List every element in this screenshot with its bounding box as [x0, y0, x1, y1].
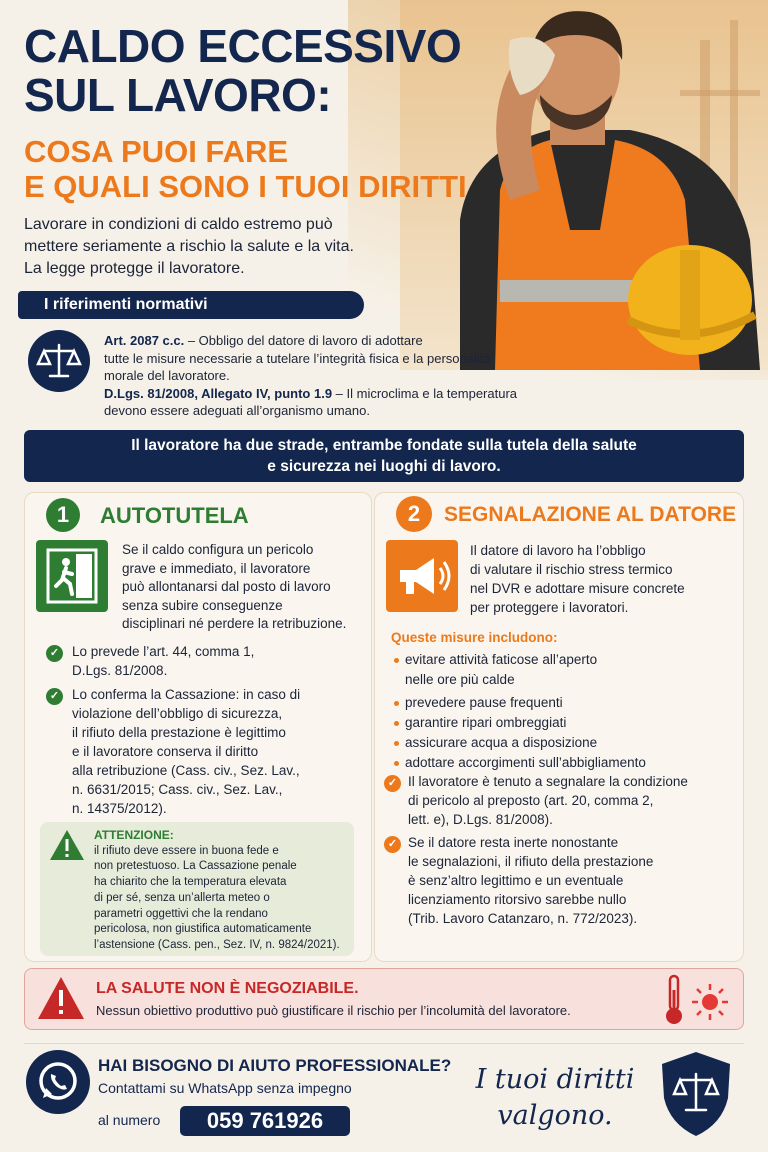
option-number-2: 2 — [396, 496, 432, 532]
option2-point1: Il lavoratore è tenuto a segnalare la condizione di pericolo al preposto (art. 20, comma 2, lett. e), D.Lgs. 81/2008). — [408, 774, 688, 827]
list-item: prevedere pause frequenti — [391, 693, 731, 713]
warning-icon — [36, 975, 86, 1026]
check-icon: ✓ — [46, 688, 63, 705]
section-title-normative: I riferimenti normativi — [18, 291, 364, 319]
check-icon: ✓ — [384, 775, 401, 792]
list-item: adottare accorgimenti sull’abbigliamento — [391, 753, 731, 773]
phone-label: al numero — [98, 1112, 161, 1128]
option-title-segnalazione: SEGNALAZIONE AL DATORE — [444, 503, 737, 526]
option-title-autotutela: AUTOTUTELA — [100, 503, 249, 528]
sun-icon — [690, 982, 730, 1027]
normative-references: Art. 2087 c.c. – Obbligo del datore di lavoro di adottare tutte le misure necessarie a tutelare l’integrità fisica e la personalità morale del lavoratore. D.Lgs. 81/2008, Allegato IV, punto 1.9 – Il microclima e la temperatura devono essere adeguati all’organismo umano. — [104, 333, 518, 418]
list-item: assicurare acqua a disposizione — [391, 733, 731, 753]
intro-text: Lavorare in condizioni di caldo estremo può mettere seriamente a rischio la salute e la vita. La legge protegge il lavoratore. — [24, 216, 354, 277]
option1-description: Se il caldo configura un pericolo grave e immediato, il lavoratore può allontanarsi dal posto di lavoro senza subire conseguenze disciplinari né perdere la retribuzione. — [122, 542, 347, 631]
contact-title: HAI BISOGNO DI AIUTO PROFESSIONALE? — [98, 1056, 452, 1075]
health-notice — [24, 968, 744, 1030]
option1-point2: Lo conferma la Cassazione: in caso di violazione dell’obbligo di sicurezza, il rifiuto della prestazione è legittimo e il lavoratore conserva il diritto alla retribuzione (Cass. civ., Sez. Lav., n. 6631/2015; Cass. civ., Sez. Lav., n. 14375/2012). — [72, 687, 301, 816]
scales-of-justice-icon — [28, 330, 90, 392]
divider — [24, 1043, 744, 1044]
measures-list: Queste misure includono: evitare attività faticose all’aperto nelle ore più calde prevedere pause frequenti garantire ripari ombreggiati assicurare acqua a disposizione adottare accorgimenti sull’abbigliamento — [391, 628, 731, 773]
option1-point1: Lo prevede l’art. 44, comma 1, D.Lgs. 81/2008. — [72, 644, 255, 678]
contact-subtitle: Contattami su WhatsApp senza impegno — [98, 1080, 352, 1096]
phone-number[interactable]: 059 761926 — [180, 1106, 350, 1136]
page-subtitle: COSA PUOI FARE E QUALI SONO I TUOI DIRITTI — [24, 134, 467, 204]
emergency-exit-icon — [36, 540, 108, 612]
list-item-continued: nelle ore più calde — [405, 672, 515, 687]
option2-description: Il datore di lavoro ha l’obbligo di valutare il rischio stress termico nel DVR e adottare misure concrete per proteggere i lavoratori. — [470, 543, 685, 615]
check-icon: ✓ — [384, 836, 401, 853]
slogan: I tuoi diritti valgono. — [475, 1064, 635, 1131]
page-title: CALDO ECCESSIVO SUL LAVORO: — [24, 20, 462, 121]
list-item: garantire ripari ombreggiati — [391, 713, 731, 733]
option2-point2: Se il datore resta inerte nonostante le segnalazioni, il rifiuto della prestazione è senz’altro legittimo e un eventuale licenziamento ritorsivo sarebbe nullo (Trib. Lavoro Catanzaro, n. 772/2023). — [408, 835, 654, 926]
two-paths-banner: Il lavoratore ha due strade, entrambe fondate sulla tutela della salute e sicurezza nei luoghi di lavoro. — [24, 430, 744, 482]
health-text: Nessun obiettivo produttivo può giustificare il rischio per l’incolumità del lavoratore. — [96, 1003, 571, 1018]
warning-icon — [48, 828, 86, 867]
list-item: evitare attività faticose all’aperto — [391, 650, 731, 670]
warning-text: ATTENZIONE: il rifiuto deve essere in buona fede e non pretestuoso. La Cassazione penale ha chiarito che la temperatura elevata di per sé, senza un’allerta meteo o parametri oggettivi che la rendano pericolosa, non giustifica automaticamente l’astensione (Cass. pen., Sez. IV, n. 9824/2021). — [94, 828, 340, 951]
health-title: LA SALUTE NON È NEGOZIABILE. — [96, 980, 359, 997]
thermometer-icon — [662, 974, 686, 1031]
whatsapp-icon[interactable] — [26, 1050, 90, 1114]
option-number-1: 1 — [46, 498, 80, 532]
shield-scales-icon — [658, 1050, 734, 1143]
megaphone-icon — [386, 540, 458, 612]
check-icon: ✓ — [46, 645, 63, 662]
